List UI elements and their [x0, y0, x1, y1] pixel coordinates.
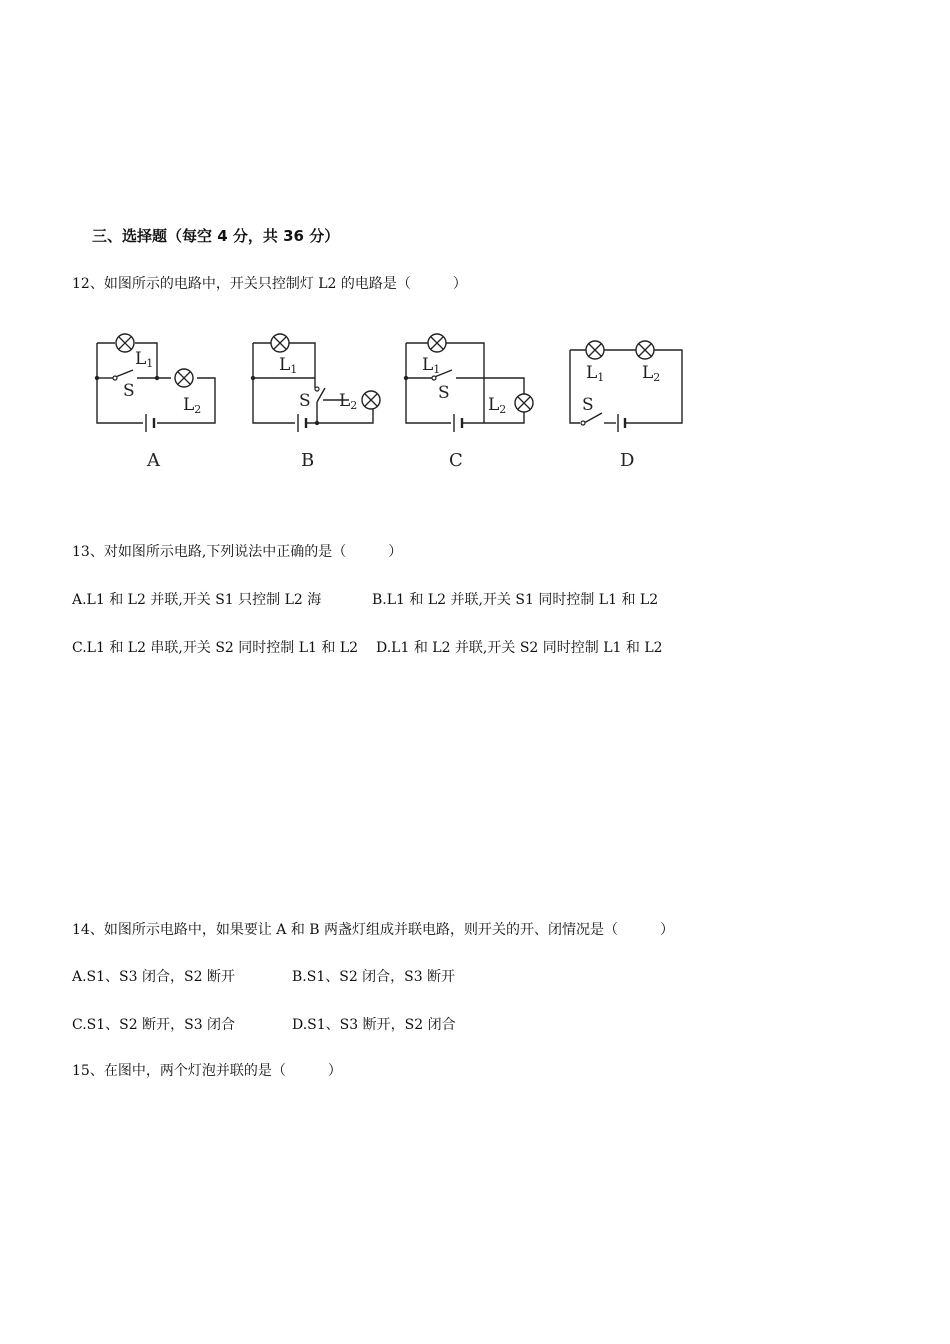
question-13-stem: 13、对如图所示电路,下列说法中正确的是（ ） [72, 544, 403, 560]
svg-text:L2: L2 [339, 391, 358, 412]
lamp-l1-icon [116, 334, 134, 352]
figure-caption-a: A [147, 450, 160, 471]
svg-text:S: S [582, 395, 594, 415]
svg-text:L1: L1 [422, 355, 441, 376]
svg-text:S: S [438, 383, 450, 403]
circuit-figure-b [243, 328, 388, 473]
figure-caption-d: D [620, 450, 635, 471]
figure-caption-c: C [449, 450, 463, 471]
question-13-option-b: B.L1 和 L2 并联,开关 S1 同时控制 L1 和 L2 [372, 592, 659, 608]
question-14-option-b: B.S1、S2 闭合，S3 断开 [292, 969, 456, 985]
svg-text:L2: L2 [642, 363, 661, 384]
lamp-l2-icon [362, 391, 380, 409]
battery-icon [146, 414, 154, 432]
circuit-figure-c [396, 328, 541, 473]
lamp-l2-icon [636, 341, 654, 359]
question-13-option-d: D.L1 和 L2 并联,开关 S2 同时控制 L1 和 L2 [376, 640, 663, 656]
battery-icon [298, 414, 306, 432]
lamp-l2-icon [175, 369, 193, 387]
lamp-l1-icon [428, 334, 446, 352]
question-13-option-c: C.L1 和 L2 串联,开关 S2 同时控制 L1 和 L2 [72, 640, 359, 656]
battery-icon [618, 414, 625, 432]
question-13-option-a: A.L1 和 L2 并联,开关 S1 只控制 L2 海 [72, 592, 322, 608]
question-14-option-c: C.S1、S2 断开，S3 闭合 [72, 1017, 236, 1033]
figure-caption-b: B [301, 450, 315, 471]
question-12-stem: 12、如图所示的电路中，开关只控制灯 L2 的电路是（ ） [72, 276, 467, 292]
circuit-figure-d [562, 328, 692, 473]
lamp-l1-icon [586, 341, 604, 359]
question-14-option-a: A.S1、S3 闭合，S2 断开 [72, 969, 235, 985]
junction-dot [95, 376, 99, 380]
lamp-l2-icon [515, 394, 533, 412]
circuit-figure-a [85, 328, 225, 473]
question-14-option-d: D.S1、S3 断开，S2 闭合 [292, 1017, 456, 1033]
svg-text:L2: L2 [183, 395, 202, 416]
section-title: 三、选择题（每空 4 分，共 36 分） [92, 227, 340, 245]
svg-text:S: S [123, 381, 135, 401]
svg-text:S: S [299, 391, 311, 411]
battery-icon [454, 414, 462, 432]
question-14-stem: 14、如图所示电路中，如果要让 A 和 B 两盏灯组成并联电路，则开关的开、闭情况是（ ） [72, 922, 675, 938]
question-15-stem: 15、在图中，两个灯泡并联的是（ ） [72, 1063, 342, 1079]
svg-text:L1: L1 [586, 363, 605, 384]
junction-dot [155, 376, 159, 380]
svg-text:L1: L1 [279, 355, 298, 376]
svg-text:L2: L2 [488, 395, 507, 416]
svg-text:L1: L1 [135, 349, 154, 370]
lamp-l1-icon [271, 334, 289, 352]
